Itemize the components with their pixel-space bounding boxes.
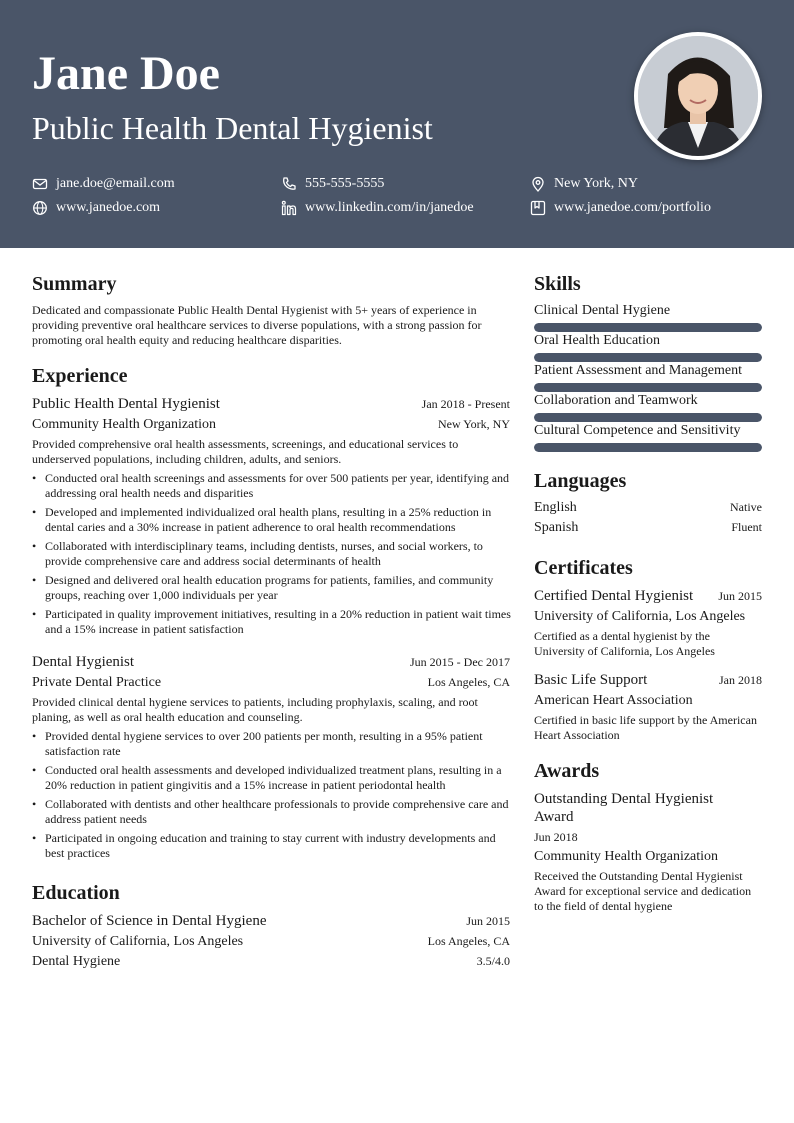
contact-phone-text: 555-555-5555 (305, 176, 385, 191)
education-field: Dental Hygiene (32, 954, 121, 969)
certificate-1-date: Jun 2015 (718, 589, 762, 603)
certificate-2-issuer: American Heart Association (534, 693, 693, 708)
education-location: Los Angeles, CA (427, 934, 510, 948)
language-level: Fluent (731, 520, 762, 534)
education-heading: Education (32, 882, 120, 904)
contact-location (530, 176, 638, 192)
resume-header (0, 0, 794, 248)
summary-heading: Summary (32, 273, 117, 295)
contact-email-text: jane.doe@email.com (56, 176, 175, 191)
job-1-bullets (32, 471, 512, 641)
skill-level-fill (534, 353, 762, 362)
contact-website-text: www.janedoe.com (56, 200, 161, 215)
job-2-bullets (32, 729, 512, 865)
job-1-company-row (32, 416, 510, 433)
job-1-role: Public Health Dental Hygienist (32, 396, 220, 412)
skill-level-bar (534, 323, 762, 332)
phone-icon (281, 176, 297, 192)
skill-level-bar (534, 383, 762, 392)
education-date: Jun 2015 (466, 914, 510, 928)
contact-email[interactable] (32, 176, 175, 192)
award-issuer: Community Health Organization (534, 849, 719, 864)
certificate-1-description: Certified as a dental hygienist by the University of California, Los Angeles (534, 629, 715, 658)
education-field-row (32, 953, 510, 970)
job-1-company: Community Health Organization (32, 417, 217, 432)
contact-portfolio-text: www.janedoe.com/portfolio (554, 200, 711, 215)
language-level: Native (730, 500, 762, 514)
skills-heading: Skills (534, 273, 581, 295)
education-school: University of California, Los Angeles (32, 934, 244, 949)
skill-label: Collaboration and Teamwork (534, 393, 698, 408)
job-1-bullet: • Developed and implemented individualized oral health plans, resulting in a 25% reduction in dental caries and a 30% increase in patient adherence to oral health recommendations (32, 505, 512, 535)
globe-icon (32, 200, 48, 216)
certificate-1-title-row (534, 587, 762, 605)
job-1-location: New York, NY (437, 417, 510, 431)
portfolio-icon (530, 200, 546, 216)
job-2-company-row (32, 674, 510, 691)
awards-heading: Awards (534, 760, 600, 782)
skill-level-fill (534, 413, 762, 422)
education-degree: Bachelor of Science in Dental Hygiene (32, 913, 267, 929)
skill-level-fill (534, 443, 762, 452)
award-name: Outstanding Dental Hygienist Award (534, 791, 714, 825)
skill-label: Clinical Dental Hygiene (534, 303, 671, 318)
contact-linkedin[interactable] (281, 200, 474, 216)
profile-photo (634, 32, 762, 160)
skill-level-bar (534, 443, 762, 452)
skill-level-bar (534, 353, 762, 362)
job-2-company: Private Dental Practice (32, 675, 162, 690)
certificate-2-title-row (534, 671, 762, 689)
job-2-location: Los Angeles, CA (427, 675, 510, 689)
skill-level-fill (534, 383, 762, 392)
education-gpa: 3.5/4.0 (476, 954, 510, 968)
job-1-bullet: • Participated in quality improvement initiatives, resulting in a 20% reduction in patient wait times and a 15% increase in patient satisfaction (32, 607, 512, 637)
award-date: Jun 2018 (534, 830, 578, 844)
certificate-2-description: Certified in basic life support by the American Heart Association (534, 713, 757, 742)
contact-website[interactable] (32, 200, 160, 216)
contact-phone[interactable] (281, 176, 384, 192)
job-1-bullet: • Designed and delivered oral health education programs for patients, families, and community groups, reaching over 1,000 individuals per year (32, 573, 512, 603)
skill-level-fill (534, 323, 762, 332)
languages-heading: Languages (534, 470, 627, 492)
job-1-dates: Jan 2018 - Present (421, 397, 510, 411)
location-icon (530, 176, 546, 192)
certificate-1-name: Certified Dental Hygienist (534, 588, 694, 604)
skill-label: Cultural Competence and Sensitivity (534, 423, 741, 438)
certificates-heading: Certificates (534, 557, 633, 579)
certificate-2-date: Jan 2018 (719, 673, 762, 687)
language-name: Spanish (534, 520, 579, 535)
job-1-bullet: • Conducted oral health screenings and assessments for over 500 patients per year, identifying and addressing oral health needs and disparities (32, 471, 512, 501)
job-2-bullet: • Participated in ongoing education and training to stay current with industry developments and best practices (32, 831, 512, 861)
job-2-role: Dental Hygienist (32, 654, 135, 670)
job-2-dates: Jun 2015 - Dec 2017 (410, 655, 510, 669)
job-1-bullet: • Collaborated with interdisciplinary teams, including dentists, nurses, and social workers, to provide comprehensive care and address social determinants of health (32, 539, 512, 569)
job-2-bullet: • Conducted oral health assessments and developed individualized treatment plans, resulting in a 20% reduction in patient gingivitis and a 15% increase in patient periodontal health (32, 763, 512, 793)
job-2-title-row (32, 653, 510, 671)
contact-portfolio[interactable] (530, 200, 711, 216)
job-2-bullet: • Provided dental hygiene services to over 200 patients per month, resulting in a 95% patient satisfaction rate (32, 729, 512, 759)
experience-heading: Experience (32, 365, 128, 387)
certificate-1-issuer: University of California, Los Angeles (534, 609, 746, 624)
language-name: English (534, 500, 577, 515)
job-2-bullet: • Collaborated with dentists and other healthcare professionals to provide comprehensive care and address patient needs (32, 797, 512, 827)
award-description: Received the Outstanding Dental Hygienist Award for exceptional service and dedication to the field of dental hygiene (534, 869, 752, 913)
job-2-description: Provided clinical dental hygiene services to patients, including prophylaxis, scaling, and root planing, as well as oral health education and counseling. (32, 695, 478, 724)
education-school-row (32, 933, 510, 950)
contact-linkedin-text: www.linkedin.com/in/janedoe (305, 200, 474, 215)
skill-label: Patient Assessment and Management (534, 363, 743, 378)
certificate-2-name: Basic Life Support (534, 672, 648, 688)
job-1-description: Provided comprehensive oral health assessments, screenings, and educational services to underserved populations, including children, adults, and seniors. (32, 437, 459, 466)
contact-location-text: New York, NY (554, 176, 639, 191)
skill-label: Oral Health Education (534, 333, 660, 348)
mail-icon (32, 176, 48, 192)
candidate-title: Public Health Dental Hygienist (32, 110, 433, 146)
profile-photo-image (638, 36, 758, 156)
candidate-name: Jane Doe (32, 47, 220, 100)
summary-text: Dedicated and compassionate Public Health Dental Hygienist with 5+ years of experience in providing preventive oral healthcare services to diverse populations, with a strong passion for promoting oral health equity and reducing healthcare disparities. (32, 303, 482, 347)
language-row (534, 499, 762, 516)
skill-level-bar (534, 413, 762, 422)
job-1-title-row (32, 395, 510, 413)
education-degree-row (32, 912, 510, 930)
language-row (534, 519, 762, 536)
linkedin-icon (281, 200, 297, 216)
